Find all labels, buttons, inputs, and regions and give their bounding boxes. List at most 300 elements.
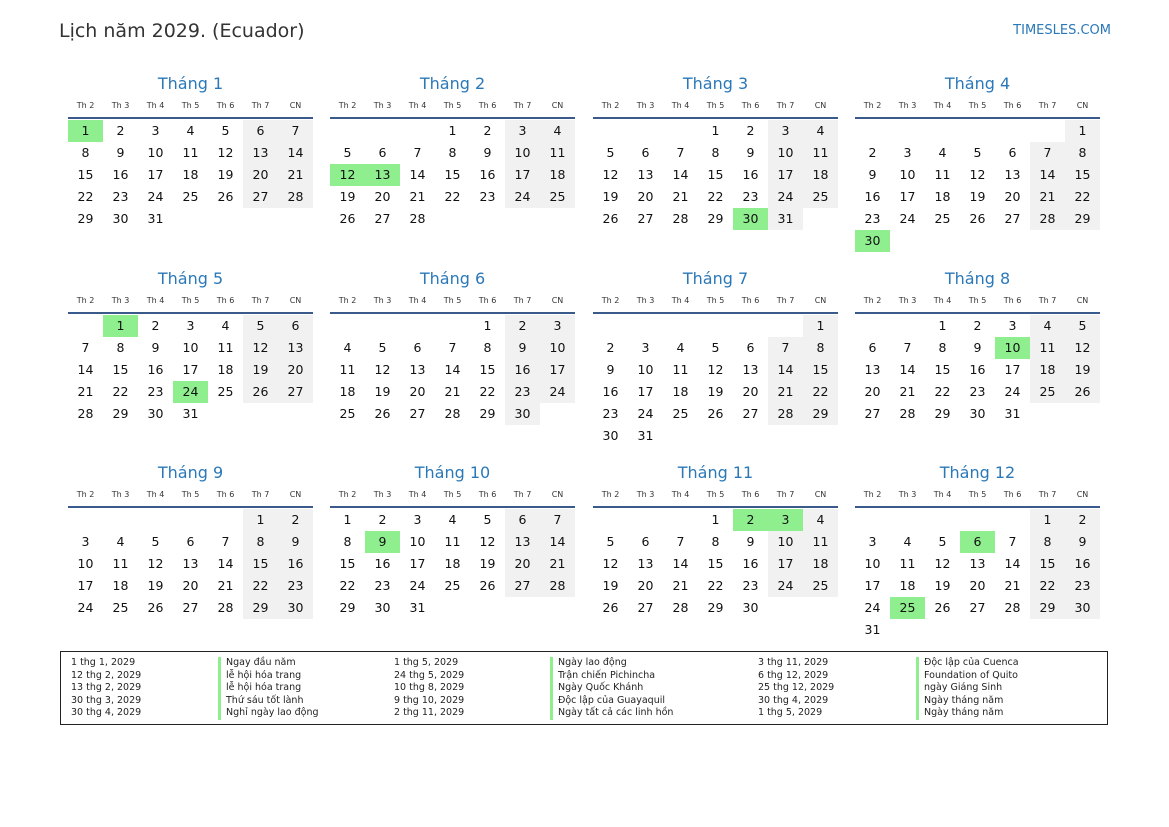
day-cell[interactable]: 23 [1065, 575, 1100, 597]
day-cell[interactable]: 22 [934, 384, 951, 399]
day-cell[interactable]: 8 [81, 145, 90, 160]
day-cell[interactable]: 24 [540, 381, 575, 403]
day-cell[interactable]: 28 [672, 211, 689, 226]
day-cell[interactable]: 12 [934, 556, 951, 571]
day-cell[interactable]: 29 [112, 406, 129, 421]
day-cell[interactable]: 21 [217, 578, 234, 593]
day-cell[interactable]: 15 [1065, 164, 1100, 186]
day-cell[interactable]: 19 [147, 578, 164, 593]
day-cell[interactable]: 17 [409, 556, 426, 571]
day-cell[interactable]: 16 [602, 384, 619, 399]
day-cell[interactable]: 20 [969, 578, 986, 593]
day-cell[interactable]: 31 [182, 406, 199, 421]
day-cell[interactable]: 17 [540, 359, 575, 381]
day-cell[interactable]: 4 [803, 120, 838, 142]
day-cell[interactable]: 15 [339, 556, 356, 571]
day-cell[interactable]: 8 [483, 340, 492, 355]
day-cell[interactable]: 20 [374, 189, 391, 204]
day-cell[interactable]: 23 [479, 189, 496, 204]
day-cell[interactable]: 27 [637, 600, 654, 615]
day-cell[interactable]: 5 [378, 340, 387, 355]
day-cell[interactable]: 1 [243, 509, 278, 531]
day-cell[interactable]: 22 [707, 189, 724, 204]
day-cell[interactable]: 24 [409, 578, 426, 593]
day-cell[interactable]: 31 [864, 622, 881, 637]
day-cell[interactable]: 30 [505, 403, 540, 425]
day-cell[interactable]: 27 [409, 406, 426, 421]
day-cell[interactable]: 26 [339, 211, 356, 226]
day-cell[interactable]: 29 [243, 597, 278, 619]
day-cell[interactable]: 2 [378, 512, 387, 527]
holiday-day-cell[interactable]: 2 [733, 509, 768, 531]
day-cell[interactable]: 29 [479, 406, 496, 421]
day-cell[interactable]: 16 [742, 167, 759, 182]
day-cell[interactable]: 12 [147, 556, 164, 571]
day-cell[interactable]: 17 [899, 189, 916, 204]
day-cell[interactable]: 21 [409, 189, 426, 204]
day-cell[interactable]: 12 [969, 167, 986, 182]
day-cell[interactable]: 8 [343, 534, 352, 549]
day-cell[interactable]: 17 [505, 164, 540, 186]
day-cell[interactable]: 12 [217, 145, 234, 160]
day-cell[interactable]: 29 [1065, 208, 1100, 230]
day-cell[interactable]: 28 [1004, 600, 1021, 615]
day-cell[interactable]: 29 [803, 403, 838, 425]
day-cell[interactable]: 22 [77, 189, 94, 204]
day-cell[interactable]: 1 [711, 512, 720, 527]
day-cell[interactable]: 15 [707, 167, 724, 182]
day-cell[interactable]: 24 [768, 575, 803, 597]
day-cell[interactable]: 20 [505, 553, 540, 575]
day-cell[interactable]: 16 [864, 189, 881, 204]
day-cell[interactable]: 13 [409, 362, 426, 377]
day-cell[interactable]: 21 [1004, 578, 1021, 593]
day-cell[interactable]: 6 [641, 534, 650, 549]
day-cell[interactable]: 4 [448, 512, 457, 527]
day-cell[interactable]: 4 [1030, 315, 1065, 337]
day-cell[interactable]: 26 [969, 211, 986, 226]
day-cell[interactable]: 6 [413, 340, 422, 355]
day-cell[interactable]: 11 [672, 362, 689, 377]
day-cell[interactable]: 15 [1030, 553, 1065, 575]
day-cell[interactable]: 25 [803, 186, 838, 208]
day-cell[interactable]: 3 [903, 145, 912, 160]
day-cell[interactable]: 4 [116, 534, 125, 549]
day-cell[interactable]: 22 [1065, 186, 1100, 208]
day-cell[interactable]: 7 [768, 337, 803, 359]
day-cell[interactable]: 20 [637, 189, 654, 204]
day-cell[interactable]: 9 [116, 145, 125, 160]
day-cell[interactable]: 14 [444, 362, 461, 377]
day-cell[interactable]: 14 [409, 167, 426, 182]
day-cell[interactable]: 28 [77, 406, 94, 421]
day-cell[interactable]: 2 [868, 145, 877, 160]
day-cell[interactable]: 4 [938, 145, 947, 160]
day-cell[interactable]: 1 [711, 123, 720, 138]
day-cell[interactable]: 10 [768, 142, 803, 164]
day-cell[interactable]: 18 [112, 578, 129, 593]
day-cell[interactable]: 7 [413, 145, 422, 160]
holiday-day-cell[interactable]: 10 [995, 337, 1030, 359]
day-cell[interactable]: 31 [768, 208, 803, 230]
holiday-day-cell[interactable]: 1 [68, 120, 103, 142]
day-cell[interactable]: 14 [672, 556, 689, 571]
day-cell[interactable]: 12 [602, 167, 619, 182]
day-cell[interactable]: 5 [151, 534, 160, 549]
day-cell[interactable]: 22 [707, 578, 724, 593]
day-cell[interactable]: 6 [868, 340, 877, 355]
day-cell[interactable]: 26 [147, 600, 164, 615]
day-cell[interactable]: 2 [151, 318, 160, 333]
day-cell[interactable]: 16 [1065, 553, 1100, 575]
day-cell[interactable]: 8 [1065, 142, 1100, 164]
day-cell[interactable]: 22 [1030, 575, 1065, 597]
day-cell[interactable]: 4 [676, 340, 685, 355]
day-cell[interactable]: 13 [969, 556, 986, 571]
day-cell[interactable]: 13 [243, 142, 278, 164]
day-cell[interactable]: 11 [217, 340, 234, 355]
day-cell[interactable]: 30 [602, 428, 619, 443]
day-cell[interactable]: 21 [768, 381, 803, 403]
day-cell[interactable]: 7 [1008, 534, 1017, 549]
day-cell[interactable]: 26 [479, 578, 496, 593]
day-cell[interactable]: 11 [934, 167, 951, 182]
day-cell[interactable]: 17 [864, 578, 881, 593]
day-cell[interactable]: 23 [969, 384, 986, 399]
day-cell[interactable]: 20 [243, 164, 278, 186]
day-cell[interactable]: 21 [1030, 186, 1065, 208]
day-cell[interactable]: 14 [77, 362, 94, 377]
day-cell[interactable]: 19 [707, 384, 724, 399]
day-cell[interactable]: 25 [672, 406, 689, 421]
day-cell[interactable]: 2 [746, 123, 755, 138]
day-cell[interactable]: 6 [278, 315, 313, 337]
day-cell[interactable]: 1 [938, 318, 947, 333]
day-cell[interactable]: 24 [77, 600, 94, 615]
day-cell[interactable]: 2 [278, 509, 313, 531]
day-cell[interactable]: 19 [602, 189, 619, 204]
day-cell[interactable]: 10 [540, 337, 575, 359]
day-cell[interactable]: 27 [182, 600, 199, 615]
day-cell[interactable]: 12 [243, 337, 278, 359]
day-cell[interactable]: 21 [672, 189, 689, 204]
day-cell[interactable]: 3 [81, 534, 90, 549]
day-cell[interactable]: 13 [637, 556, 654, 571]
day-cell[interactable]: 4 [540, 120, 575, 142]
day-cell[interactable]: 18 [803, 164, 838, 186]
day-cell[interactable]: 31 [409, 600, 426, 615]
day-cell[interactable]: 20 [637, 578, 654, 593]
day-cell[interactable]: 28 [672, 600, 689, 615]
day-cell[interactable]: 23 [742, 578, 759, 593]
day-cell[interactable]: 21 [77, 384, 94, 399]
holiday-day-cell[interactable]: 9 [365, 531, 400, 553]
day-cell[interactable]: 14 [1030, 164, 1065, 186]
day-cell[interactable]: 4 [221, 318, 230, 333]
day-cell[interactable]: 15 [77, 167, 94, 182]
day-cell[interactable]: 28 [899, 406, 916, 421]
day-cell[interactable]: 9 [1065, 531, 1100, 553]
day-cell[interactable]: 7 [1030, 142, 1065, 164]
day-cell[interactable]: 8 [116, 340, 125, 355]
day-cell[interactable]: 23 [742, 189, 759, 204]
day-cell[interactable]: 31 [1004, 406, 1021, 421]
day-cell[interactable]: 22 [803, 381, 838, 403]
day-cell[interactable]: 30 [147, 406, 164, 421]
day-cell[interactable]: 11 [444, 534, 461, 549]
day-cell[interactable]: 16 [147, 362, 164, 377]
day-cell[interactable]: 15 [444, 167, 461, 182]
holiday-day-cell[interactable]: 3 [768, 509, 803, 531]
day-cell[interactable]: 11 [1030, 337, 1065, 359]
holiday-day-cell[interactable]: 6 [960, 531, 995, 553]
day-cell[interactable]: 23 [147, 384, 164, 399]
day-cell[interactable]: 13 [182, 556, 199, 571]
day-cell[interactable]: 28 [768, 403, 803, 425]
day-cell[interactable]: 18 [803, 553, 838, 575]
day-cell[interactable]: 3 [151, 123, 160, 138]
day-cell[interactable]: 12 [479, 534, 496, 549]
day-cell[interactable]: 7 [81, 340, 90, 355]
day-cell[interactable]: 6 [378, 145, 387, 160]
day-cell[interactable]: 25 [1030, 381, 1065, 403]
day-cell[interactable]: 9 [606, 362, 615, 377]
day-cell[interactable]: 2 [1065, 509, 1100, 531]
day-cell[interactable]: 9 [868, 167, 877, 182]
day-cell[interactable]: 13 [637, 167, 654, 182]
day-cell[interactable]: 14 [899, 362, 916, 377]
day-cell[interactable]: 25 [182, 189, 199, 204]
day-cell[interactable]: 29 [77, 211, 94, 226]
day-cell[interactable]: 20 [409, 384, 426, 399]
day-cell[interactable]: 15 [479, 362, 496, 377]
day-cell[interactable]: 3 [1008, 318, 1017, 333]
day-cell[interactable]: 7 [903, 340, 912, 355]
day-cell[interactable]: 28 [217, 600, 234, 615]
day-cell[interactable]: 5 [221, 123, 230, 138]
day-cell[interactable]: 9 [973, 340, 982, 355]
day-cell[interactable]: 12 [1065, 337, 1100, 359]
day-cell[interactable]: 19 [969, 189, 986, 204]
day-cell[interactable]: 10 [182, 340, 199, 355]
day-cell[interactable]: 6 [1008, 145, 1017, 160]
day-cell[interactable]: 15 [707, 556, 724, 571]
day-cell[interactable]: 6 [746, 340, 755, 355]
day-cell[interactable]: 12 [707, 362, 724, 377]
day-cell[interactable]: 19 [602, 578, 619, 593]
day-cell[interactable]: 31 [147, 211, 164, 226]
day-cell[interactable]: 14 [217, 556, 234, 571]
day-cell[interactable]: 17 [77, 578, 94, 593]
day-cell[interactable]: 29 [1030, 597, 1065, 619]
day-cell[interactable]: 11 [899, 556, 916, 571]
day-cell[interactable]: 2 [483, 123, 492, 138]
day-cell[interactable]: 7 [448, 340, 457, 355]
holiday-day-cell[interactable]: 12 [330, 164, 365, 186]
day-cell[interactable]: 25 [217, 384, 234, 399]
day-cell[interactable]: 20 [182, 578, 199, 593]
day-cell[interactable]: 7 [676, 534, 685, 549]
day-cell[interactable]: 24 [505, 186, 540, 208]
day-cell[interactable]: 1 [483, 318, 492, 333]
day-cell[interactable]: 29 [707, 211, 724, 226]
day-cell[interactable]: 17 [1004, 362, 1021, 377]
day-cell[interactable]: 9 [151, 340, 160, 355]
day-cell[interactable]: 19 [934, 578, 951, 593]
day-cell[interactable]: 26 [374, 406, 391, 421]
day-cell[interactable]: 23 [278, 575, 313, 597]
day-cell[interactable]: 10 [77, 556, 94, 571]
day-cell[interactable]: 20 [278, 359, 313, 381]
day-cell[interactable]: 5 [973, 145, 982, 160]
day-cell[interactable]: 25 [540, 186, 575, 208]
day-cell[interactable]: 11 [540, 142, 575, 164]
day-cell[interactable]: 7 [540, 509, 575, 531]
day-cell[interactable]: 22 [339, 578, 356, 593]
day-cell[interactable]: 22 [112, 384, 129, 399]
day-cell[interactable]: 5 [243, 315, 278, 337]
day-cell[interactable]: 24 [147, 189, 164, 204]
day-cell[interactable]: 27 [374, 211, 391, 226]
day-cell[interactable]: 16 [742, 556, 759, 571]
day-cell[interactable]: 11 [803, 142, 838, 164]
day-cell[interactable]: 7 [221, 534, 230, 549]
day-cell[interactable]: 19 [479, 556, 496, 571]
day-cell[interactable]: 8 [448, 145, 457, 160]
day-cell[interactable]: 1 [1030, 509, 1065, 531]
day-cell[interactable]: 3 [186, 318, 195, 333]
day-cell[interactable]: 5 [1065, 315, 1100, 337]
day-cell[interactable]: 19 [243, 359, 278, 381]
day-cell[interactable]: 24 [768, 186, 803, 208]
day-cell[interactable]: 30 [374, 600, 391, 615]
day-cell[interactable]: 5 [343, 145, 352, 160]
day-cell[interactable]: 28 [444, 406, 461, 421]
day-cell[interactable]: 30 [1065, 597, 1100, 619]
day-cell[interactable]: 23 [112, 189, 129, 204]
day-cell[interactable]: 21 [278, 164, 313, 186]
day-cell[interactable]: 15 [243, 553, 278, 575]
day-cell[interactable]: 26 [243, 381, 278, 403]
day-cell[interactable]: 5 [606, 145, 615, 160]
day-cell[interactable]: 11 [803, 531, 838, 553]
day-cell[interactable]: 27 [742, 406, 759, 421]
day-cell[interactable]: 25 [339, 406, 356, 421]
day-cell[interactable]: 18 [182, 167, 199, 182]
day-cell[interactable]: 22 [479, 384, 496, 399]
day-cell[interactable]: 31 [637, 428, 654, 443]
day-cell[interactable]: 24 [637, 406, 654, 421]
day-cell[interactable]: 21 [899, 384, 916, 399]
day-cell[interactable]: 3 [540, 315, 575, 337]
day-cell[interactable]: 12 [374, 362, 391, 377]
day-cell[interactable]: 27 [637, 211, 654, 226]
day-cell[interactable]: 4 [803, 509, 838, 531]
day-cell[interactable]: 30 [742, 600, 759, 615]
day-cell[interactable]: 18 [1030, 359, 1065, 381]
day-cell[interactable]: 26 [934, 600, 951, 615]
day-cell[interactable]: 9 [483, 145, 492, 160]
day-cell[interactable]: 28 [409, 211, 426, 226]
day-cell[interactable]: 1 [803, 315, 838, 337]
day-cell[interactable]: 19 [217, 167, 234, 182]
day-cell[interactable]: 8 [803, 337, 838, 359]
day-cell[interactable]: 5 [938, 534, 947, 549]
holiday-day-cell[interactable]: 25 [890, 597, 925, 619]
holiday-day-cell[interactable]: 1 [103, 315, 138, 337]
day-cell[interactable]: 5 [711, 340, 720, 355]
day-cell[interactable]: 18 [672, 384, 689, 399]
day-cell[interactable]: 1 [343, 512, 352, 527]
day-cell[interactable]: 17 [768, 553, 803, 575]
day-cell[interactable]: 18 [444, 556, 461, 571]
day-cell[interactable]: 10 [768, 531, 803, 553]
site-link[interactable]: TIMESLES.COM [1013, 23, 1111, 38]
day-cell[interactable]: 10 [505, 142, 540, 164]
day-cell[interactable]: 3 [868, 534, 877, 549]
day-cell[interactable]: 8 [938, 340, 947, 355]
day-cell[interactable]: 7 [278, 120, 313, 142]
day-cell[interactable]: 26 [602, 600, 619, 615]
day-cell[interactable]: 27 [864, 406, 881, 421]
day-cell[interactable]: 19 [1065, 359, 1100, 381]
day-cell[interactable]: 28 [1030, 208, 1065, 230]
day-cell[interactable]: 2 [116, 123, 125, 138]
day-cell[interactable]: 8 [711, 534, 720, 549]
day-cell[interactable]: 4 [343, 340, 352, 355]
day-cell[interactable]: 1 [1065, 120, 1100, 142]
day-cell[interactable]: 14 [540, 531, 575, 553]
day-cell[interactable]: 11 [339, 362, 356, 377]
day-cell[interactable]: 16 [112, 167, 129, 182]
day-cell[interactable]: 10 [147, 145, 164, 160]
holiday-day-cell[interactable]: 24 [173, 381, 208, 403]
day-cell[interactable]: 25 [112, 600, 129, 615]
holiday-day-cell[interactable]: 30 [855, 230, 890, 252]
day-cell[interactable]: 27 [243, 186, 278, 208]
day-cell[interactable]: 13 [278, 337, 313, 359]
day-cell[interactable]: 3 [413, 512, 422, 527]
day-cell[interactable]: 21 [540, 553, 575, 575]
day-cell[interactable]: 30 [278, 597, 313, 619]
day-cell[interactable]: 24 [1004, 384, 1021, 399]
day-cell[interactable]: 16 [969, 362, 986, 377]
day-cell[interactable]: 8 [1030, 531, 1065, 553]
day-cell[interactable]: 18 [899, 578, 916, 593]
day-cell[interactable]: 19 [339, 189, 356, 204]
day-cell[interactable]: 13 [864, 362, 881, 377]
day-cell[interactable]: 28 [540, 575, 575, 597]
day-cell[interactable]: 28 [278, 186, 313, 208]
day-cell[interactable]: 26 [707, 406, 724, 421]
day-cell[interactable]: 26 [217, 189, 234, 204]
day-cell[interactable]: 6 [641, 145, 650, 160]
day-cell[interactable]: 23 [602, 406, 619, 421]
day-cell[interactable]: 14 [278, 142, 313, 164]
day-cell[interactable]: 11 [182, 145, 199, 160]
day-cell[interactable]: 29 [707, 600, 724, 615]
day-cell[interactable]: 27 [278, 381, 313, 403]
day-cell[interactable]: 26 [602, 211, 619, 226]
day-cell[interactable]: 8 [243, 531, 278, 553]
day-cell[interactable]: 10 [409, 534, 426, 549]
day-cell[interactable]: 3 [768, 120, 803, 142]
day-cell[interactable]: 15 [934, 362, 951, 377]
day-cell[interactable]: 6 [243, 120, 278, 142]
day-cell[interactable]: 13 [742, 362, 759, 377]
day-cell[interactable]: 15 [803, 359, 838, 381]
day-cell[interactable]: 19 [374, 384, 391, 399]
